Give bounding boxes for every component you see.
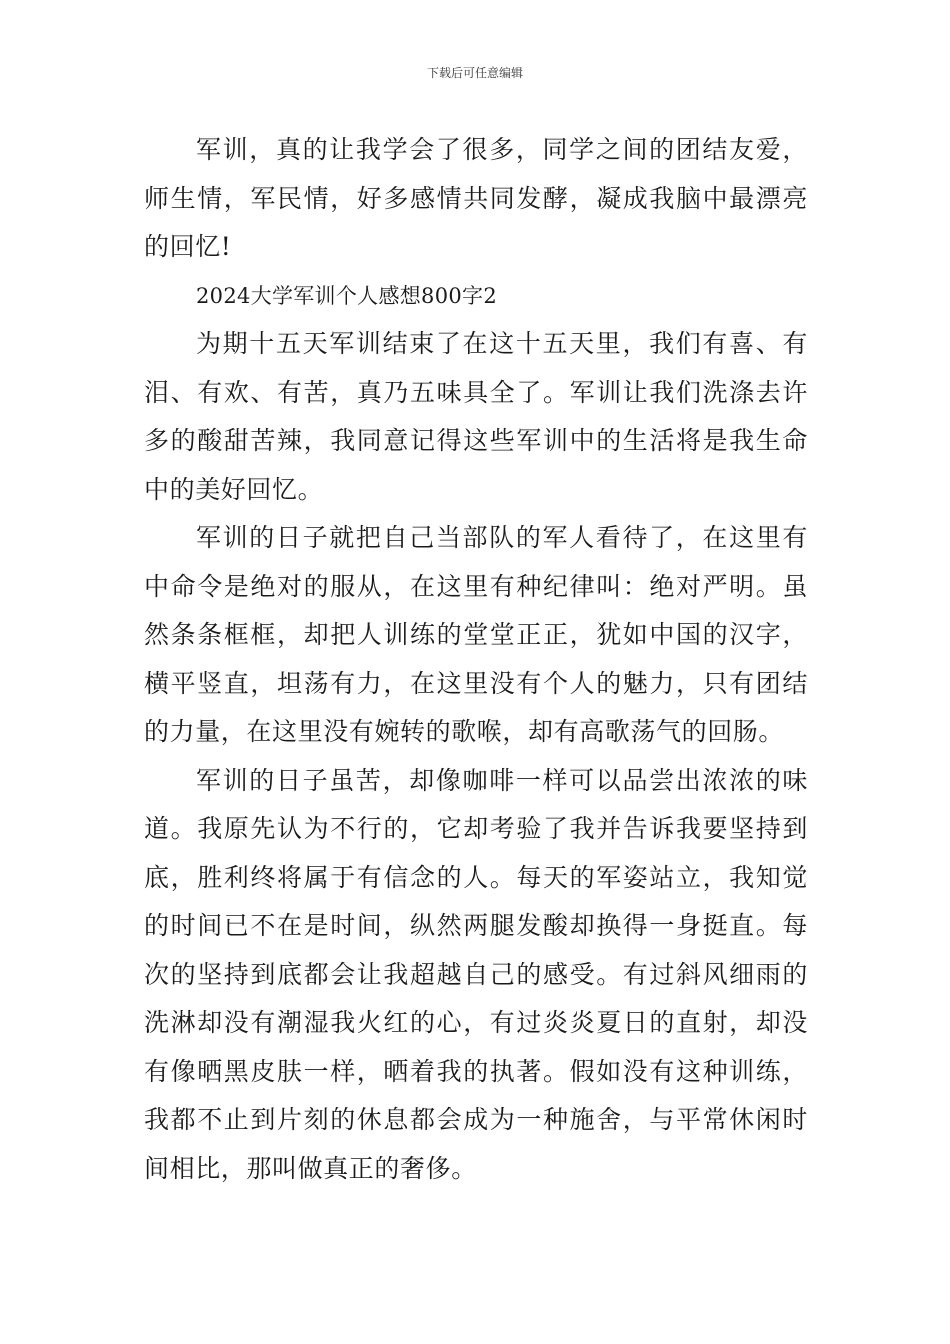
paragraph-discipline: 军训的日子就把自己当部队的军人看待了，在这里有中命令是绝对的服从，在这里有种纪律叫：绝对严明。虽然条条框框，却把人训练的堂堂正正，犹如中国的汉字，横平竖直，坦荡有力，在这里没有个人的魅力，只有团结的力量，在这里没有婉转的歌喉，却有高歌荡气的回肠。 [144,523,808,746]
section-heading: 2024大学军训个人感想800字2 [196,283,497,308]
paragraph-fifteen-days: 为期十五天军训结束了在这十五天里，我们有喜、有泪、有欢、有苦，真乃五味具全了。军训让我们洗涤去许多的酸甜苦辣，我同意记得这些军训中的生活将是我生命中的美好回忆。 [144,329,808,504]
paragraph-perseverance: 军训的日子虽苦，却像咖啡一样可以品尝出浓浓的味道。我原先认为不行的，它却考验了我并告诉我要坚持到底，胜利终将属于有信念的人。每天的军姿站立，我知觉的时间已不在是时间，纵然两腿发酸却换得一身挺直。每次的坚持到底都会让我超越自己的感受。有过斜风细雨的洗淋却没有潮湿我火红的心，有过炎炎夏日的直射，却没有像晒黑皮肤一样，晒着我的执著。假如没有这种训练，我都不止到片刻的休息都会成为一种施舍，与平常休闲时间相比，那叫做真正的奢侈。 [144,765,808,1183]
page-header: 下载后可任意编辑 [426,66,523,80]
paragraph-closing-reflection: 军训，真的让我学会了很多，同学之间的团结友爱，师生情，军民情，好多感情共同发酵，凝成我脑中最漂亮的回忆! [144,135,808,261]
document-body [144,126,808,1193]
